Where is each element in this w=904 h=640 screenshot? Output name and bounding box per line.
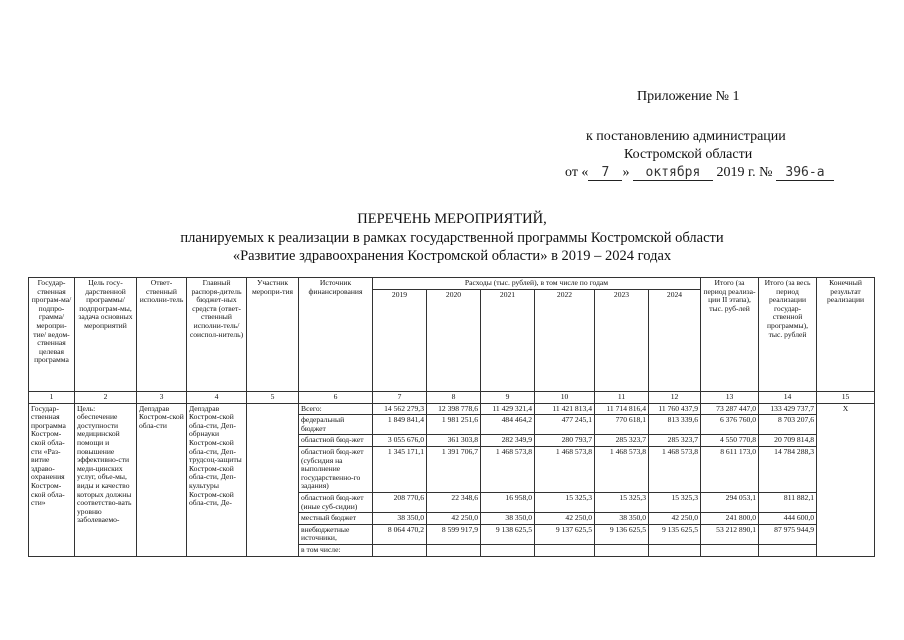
amount-cell: 15 325,3 bbox=[595, 492, 649, 512]
amount-cell: 8 611 173,0 bbox=[701, 446, 759, 492]
amount-cell: 11 760 437,9 bbox=[649, 403, 701, 415]
amount-cell: 15 325,3 bbox=[535, 492, 595, 512]
column-number: 10 bbox=[535, 392, 595, 404]
appendix-label: Приложение № 1 bbox=[637, 89, 740, 104]
amount-cell: 1 345 171,1 bbox=[373, 446, 427, 492]
amount-cell: 20 709 814,8 bbox=[759, 435, 817, 447]
amount-cell: 1 391 706,7 bbox=[427, 446, 481, 492]
amount-cell: 9 137 625,5 bbox=[535, 524, 595, 544]
amount-cell: 8 064 470,2 bbox=[373, 524, 427, 544]
column-number: 12 bbox=[649, 392, 701, 404]
decree-reference: к постановлению администрации bbox=[586, 129, 786, 144]
amount-cell: 16 958,0 bbox=[481, 492, 535, 512]
amount-cell: 8 703 207,6 bbox=[759, 415, 817, 435]
decree-date-line bbox=[565, 165, 834, 181]
document-title: ПЕРЕЧЕНЬ МЕРОПРИЯТИЙ, bbox=[357, 211, 547, 227]
final-result: Х bbox=[817, 403, 875, 556]
funding-source: федеральный бюджет bbox=[299, 415, 373, 435]
amount-cell: 42 250,0 bbox=[535, 513, 595, 525]
amount-cell: 11 714 816,4 bbox=[595, 403, 649, 415]
funding-source: Всего: bbox=[299, 403, 373, 415]
amount-cell: 6 376 760,0 bbox=[701, 415, 759, 435]
amount-cell: 15 325,3 bbox=[649, 492, 701, 512]
amount-cell: 1 468 573,8 bbox=[595, 446, 649, 492]
column-number: 2 bbox=[75, 392, 137, 404]
amount-cell: 3 055 676,0 bbox=[373, 435, 427, 447]
measures-table bbox=[28, 277, 875, 557]
column-number: 14 bbox=[759, 392, 817, 404]
amount-cell bbox=[535, 544, 595, 556]
column-number: 7 bbox=[373, 392, 427, 404]
amount-cell: 12 398 778,6 bbox=[427, 403, 481, 415]
amount-cell: 280 793,7 bbox=[535, 435, 595, 447]
amount-cell: 208 770,6 bbox=[373, 492, 427, 512]
funding-source: областной бюд-жет (иные суб-сидии) bbox=[299, 492, 373, 512]
amount-cell bbox=[759, 544, 817, 556]
amount-cell: 1 468 573,8 bbox=[649, 446, 701, 492]
amount-cell: 1 849 841,4 bbox=[373, 415, 427, 435]
column-number: 4 bbox=[187, 392, 247, 404]
budget-manager: Депздрав Костром-ской обла-сти, Деп-обрнауки Костром-ской обла-сти, Деп-трудсоц-защиты Костром-ской обла-сти, Деп-культуры Костром-ской обла-сти, Де- bbox=[187, 403, 247, 556]
header-goal: Цель госу-дарственной программы/ подпрограм-мы, задача основных мероприятий bbox=[75, 278, 137, 392]
amount-cell: 241 800,0 bbox=[701, 513, 759, 525]
amount-cell: 294 053,1 bbox=[701, 492, 759, 512]
decree-number: 396-а bbox=[776, 165, 834, 181]
amount-cell: 770 618,1 bbox=[595, 415, 649, 435]
amount-cell: 477 245,1 bbox=[535, 415, 595, 435]
header-year: 2021 bbox=[481, 290, 535, 392]
column-number: 3 bbox=[137, 392, 187, 404]
amount-cell bbox=[649, 544, 701, 556]
header-year: 2023 bbox=[595, 290, 649, 392]
header-year: 2019 bbox=[373, 290, 427, 392]
amount-cell: 484 464,2 bbox=[481, 415, 535, 435]
header-total-program: Итого (за весь период реализации государ-ственной программы), тыс. рублей bbox=[759, 278, 817, 392]
participant bbox=[247, 403, 299, 556]
funding-source: областной бюд-жет (субсидия на выполнение государственно-го задания) bbox=[299, 446, 373, 492]
header-total-stage: Итого (за период реализа-ции II этапа), тыс. руб-лей bbox=[701, 278, 759, 392]
header-manager: Главный распоря-дитель бюджет-ных средств (ответ-ственный исполни-тель/ соиспол-нитель) bbox=[187, 278, 247, 392]
header-year: 2020 bbox=[427, 290, 481, 392]
amount-cell: 11 421 813,4 bbox=[535, 403, 595, 415]
amount-cell: 361 303,8 bbox=[427, 435, 481, 447]
amount-cell: 38 350,0 bbox=[373, 513, 427, 525]
document-subtitle-program: «Развитие здравоохранения Костромской области» в 2019 – 2024 годах bbox=[232, 248, 672, 264]
column-number: 9 bbox=[481, 392, 535, 404]
amount-cell: 8 599 917,9 bbox=[427, 524, 481, 544]
column-number: 1 bbox=[29, 392, 75, 404]
amount-cell: 4 550 770,8 bbox=[701, 435, 759, 447]
program-name: Государ-ственная программа Костром-ской обла-сти «Раз-витие здраво-охранения Костром-ской обла-сти» bbox=[29, 403, 75, 556]
header-program: Государ-ственная програм-ма/ подпро-грамма/ меропри-тие/ ведом-ственная целевая программа bbox=[29, 278, 75, 392]
amount-cell bbox=[595, 544, 649, 556]
header-result: Конечный результат реализации bbox=[817, 278, 875, 392]
column-number: 15 bbox=[817, 392, 875, 404]
amount-cell: 282 349,9 bbox=[481, 435, 535, 447]
date-prefix: от « bbox=[565, 165, 589, 180]
amount-cell: 1 468 573,8 bbox=[481, 446, 535, 492]
header-participant: Участник меропри-тия bbox=[247, 278, 299, 392]
amount-cell: 53 212 890,1 bbox=[701, 524, 759, 544]
amount-cell bbox=[481, 544, 535, 556]
header-year: 2024 bbox=[649, 290, 701, 392]
document-subtitle: планируемых к реализации в рамках государственной программы Костромской области bbox=[180, 230, 724, 246]
amount-cell bbox=[701, 544, 759, 556]
amount-cell: 811 882,1 bbox=[759, 492, 817, 512]
amount-cell: 813 339,6 bbox=[649, 415, 701, 435]
amount-cell: 1 468 573,8 bbox=[535, 446, 595, 492]
amount-cell: 9 136 625,5 bbox=[595, 524, 649, 544]
column-number: 13 bbox=[701, 392, 759, 404]
amount-cell: 9 138 625,5 bbox=[481, 524, 535, 544]
amount-cell: 38 350,0 bbox=[481, 513, 535, 525]
header-year: 2022 bbox=[535, 290, 595, 392]
amount-cell: 9 135 625,5 bbox=[649, 524, 701, 544]
date-year: 2019 г. № bbox=[716, 165, 773, 180]
program-goal: Цель: обеспечение доступности медицинской помощи и повышение эффективно-сти меди-цинских услуг, объе-мы, виды и качество которых должны соответство-вать уровню заболеваемо- bbox=[75, 403, 137, 556]
header-expenses: Расходы (тыс. рублей), в том числе по годам bbox=[373, 278, 701, 290]
amount-cell: 38 350,0 bbox=[595, 513, 649, 525]
amount-cell: 285 323,7 bbox=[595, 435, 649, 447]
amount-cell: 444 600,0 bbox=[759, 513, 817, 525]
date-month: октября bbox=[633, 165, 713, 181]
funding-source: областной бюд-жет bbox=[299, 435, 373, 447]
header-executor: Ответ-ственный исполни-тель bbox=[137, 278, 187, 392]
amount-cell: 11 429 321,4 bbox=[481, 403, 535, 415]
amount-cell: 1 981 251,6 bbox=[427, 415, 481, 435]
column-number: 5 bbox=[247, 392, 299, 404]
column-number-row bbox=[29, 392, 875, 404]
amount-cell: 22 348,6 bbox=[427, 492, 481, 512]
funding-source: внебюджетные источники, bbox=[299, 524, 373, 544]
amount-cell: 42 250,0 bbox=[427, 513, 481, 525]
amount-cell: 14 784 288,3 bbox=[759, 446, 817, 492]
funding-source: местный бюджет bbox=[299, 513, 373, 525]
table-row bbox=[29, 403, 875, 415]
amount-cell: 14 562 279,3 bbox=[373, 403, 427, 415]
amount-cell: 87 975 944,9 bbox=[759, 524, 817, 544]
region-name: Костромской области bbox=[624, 147, 753, 162]
amount-cell: 73 287 447,0 bbox=[701, 403, 759, 415]
column-number: 11 bbox=[595, 392, 649, 404]
amount-cell bbox=[427, 544, 481, 556]
column-number: 8 bbox=[427, 392, 481, 404]
column-number: 6 bbox=[299, 392, 373, 404]
date-day: 7 bbox=[588, 165, 622, 181]
amount-cell bbox=[373, 544, 427, 556]
date-mid: » bbox=[622, 165, 630, 180]
amount-cell: 42 250,0 bbox=[649, 513, 701, 525]
amount-cell: 133 429 737,7 bbox=[759, 403, 817, 415]
amount-cell: 285 323,7 bbox=[649, 435, 701, 447]
header-source: Источник финансирования bbox=[299, 278, 373, 392]
funding-source: в том числе: bbox=[299, 544, 373, 556]
responsible-executor: Депздрав Костром-ской обла-сти bbox=[137, 403, 187, 556]
